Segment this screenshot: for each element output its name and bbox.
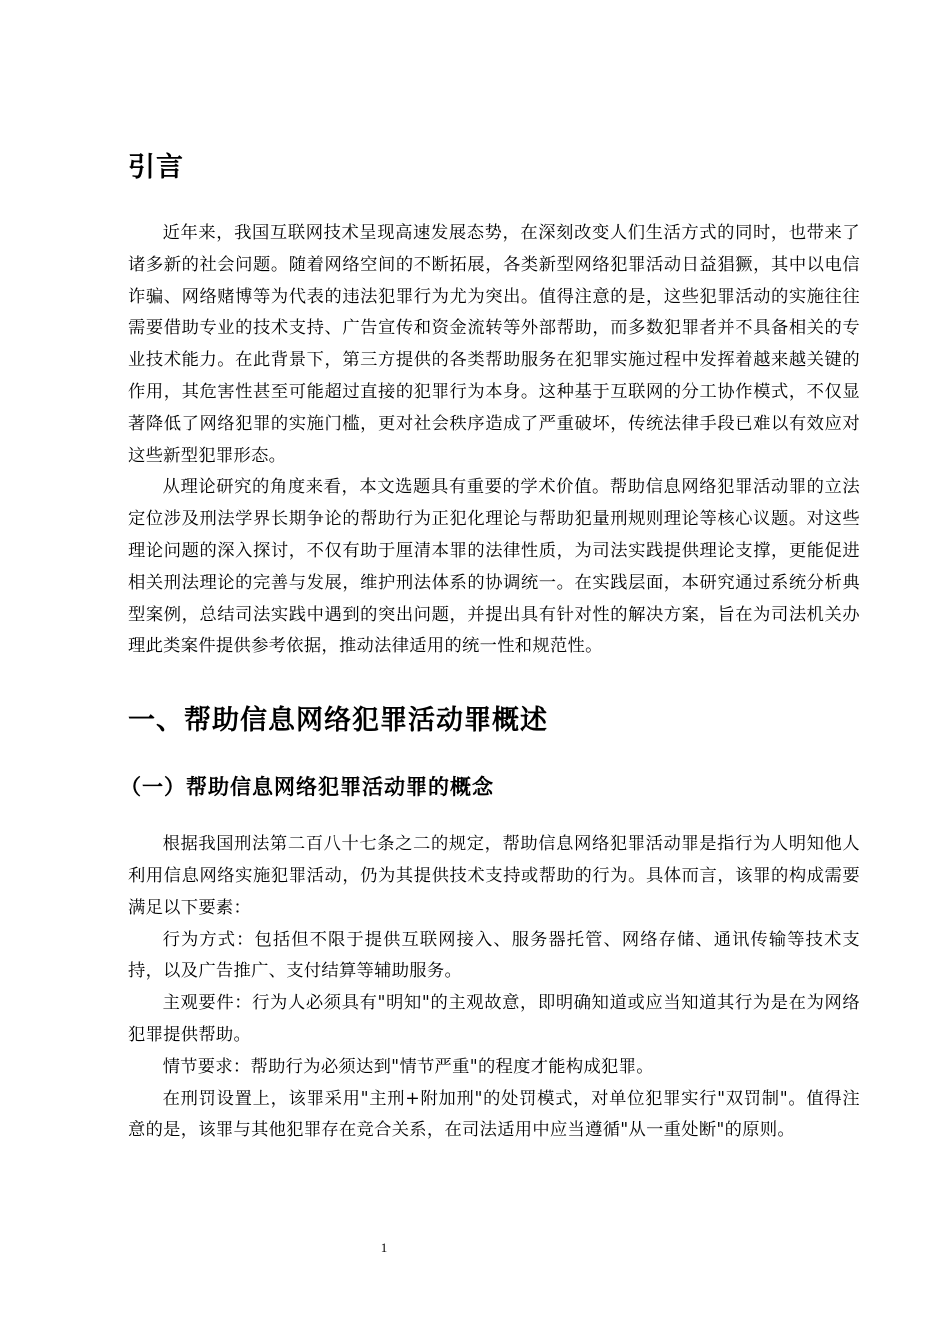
intro-heading: 引言 (128, 152, 184, 183)
intro-paragraph-1: 近年来，我国互联网技术呈现高速发展态势，在深刻改变人们生活方式的同时，也带来了诸多新的社会问题。随着网络空间的不断拓展，各类新型网络犯罪活动日益猖獗，其中以电信诈骗、网络赌博等为代表的违法犯罪行为尤为突出。值得注意的是，这些犯罪活动的实施往往需要借助专业的技术支持、广告宣传和资金流转等外部帮助，而多数犯罪者并不具备相关的专业技术能力。在此背景下，第三方提供的各类帮助服务在犯罪实施过程中发挥着越来越关键的作用，其危害性甚至可能超过直接的犯罪行为本身。这种基于互联网的分工协作模式，不仅显著降低了网络犯罪的实施门槛，更对社会秩序造成了严重破坏，传统法律手段已难以有效应对这些新型犯罪形态。 (128, 223, 860, 466)
section-1-heading: （一）帮助信息网络犯罪活动罪的概念 (120, 775, 494, 800)
section-paragraph-3: 主观要件：行为人必须具有"明知"的主观故意，即明确知道或应当知道其行为是在为网络犯罪提供帮助。 (128, 993, 860, 1045)
page-number: 1 (380, 1240, 388, 1255)
intro-paragraph-2: 从理论研究的角度来看，本文选题具有重要的学术价值。帮助信息网络犯罪活动罪的立法定位涉及刑法学界长期争论的帮助行为正犯化理论与帮助犯量刑规则理论等核心议题。对这些理论问题的深入探讨，不仅有助于厘清本罪的法律性质，为司法实践提供理论支撑，更能促进相关刑法理论的完善与发展，维护刑法体系的协调统一。在实践层面，本研究通过系统分析典型案例，总结司法实践中遇到的突出问题，并提出具有针对性的解决方案，旨在为司法机关办理此类案件提供参考依据，推动法律适用的统一性和规范性。 (128, 477, 860, 657)
page-content (120, 148, 860, 1147)
section-paragraph-4: 情节要求：帮助行为必须达到"情节严重"的程度才能构成犯罪。 (162, 1056, 654, 1077)
chapter-1-heading: 一、帮助信息网络犯罪活动罪概述 (128, 705, 548, 737)
section-paragraph-2: 行为方式：包括但不限于提供互联网接入、服务器托管、网络存储、通讯传输等技术支持，以及广告推广、支付结算等辅助服务。 (128, 929, 860, 982)
section-paragraph-5: 在刑罚设置上，该罪采用"主刑+附加刑"的处罚模式，对单位犯罪实行"双罚制"。值得注意的是，该罪与其他犯罪存在竞合关系，在司法适用中应当遵循"从一重处断"的原则。 (128, 1088, 860, 1141)
section-paragraph-1: 根据我国刑法第二百八十七条之二的规定，帮助信息网络犯罪活动罪是指行为人明知他人利用信息网络实施犯罪活动，仍为其提供技术支持或帮助的行为。具体而言，该罪的构成需要满足以下要素： (128, 834, 860, 918)
